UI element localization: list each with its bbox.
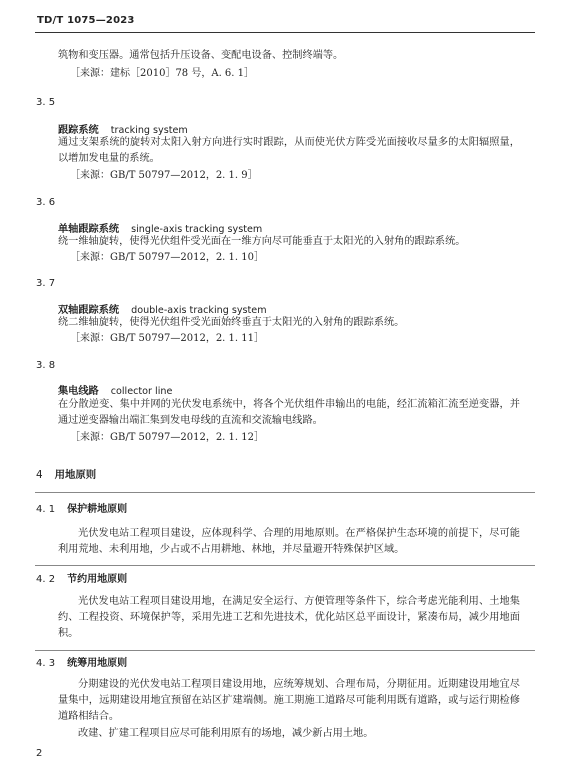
subsection-rule [35,650,535,651]
section-rule [35,492,535,493]
subsection-heading [36,570,127,585]
paragraph: 光伏发电站工程项目建设用地，在满足安全运行、方便管理等条件下，综合考虑光能利用、土地集约、工程投资、环境保护等，采用先进工艺和先进技术，优化站区总平面设计，紧凑布局，减少用地面积。 [58,596,520,639]
subsection-number: 4. 3 [36,658,56,669]
subsection-number: 4. 2 [36,574,56,585]
subsection-number: 4. 1 [36,504,56,515]
term-number: 3. 7 [36,278,56,289]
term-en: single-axis tracking system [131,224,263,235]
term-cn: 集电线路 [58,385,99,397]
term-cn: 双轴跟踪系统 [58,304,120,316]
term-definition: 在分散逆变、集中并网的光伏发电系统中，将各个光伏组件串输出的电能，经汇流箱汇流至逆变器，并通过逆变器输出端汇集到发电母线的直流和交流输电线路。 [58,399,520,426]
section-number: 4 [36,469,43,481]
term-definition: 通过支架系统的旋转对太阳入射方向进行实时跟踪，从而使光伏方阵受光面接收尽量多的太阳辐照量，以增加发电量的系统。 [58,137,520,164]
subsection-rule [35,565,535,566]
intro-source: ［来源：建标［2010］78 号，A. 6. 1］ [70,68,255,79]
subsection-title: 统筹用地原则 [67,658,128,669]
term-source: ［来源：GB/T 50797—2012，2. 1. 11］ [70,333,264,344]
term-en: collector line [110,386,173,397]
term-cn: 跟踪系统 [58,124,99,136]
subsection-title: 保护耕地原则 [67,504,128,515]
subsection-title: 节约用地原则 [67,574,128,585]
term-title [58,220,262,235]
term-title [58,301,267,316]
term-en: double-axis tracking system [131,305,267,316]
section-heading [36,466,96,481]
term-definition: 绕二维轴旋转，使得光伏组件受光面始终垂直于太阳光的入射角的跟踪系统。 [58,317,405,328]
paragraph: 改建、扩建工程项目应尽可能利用原有的场地，减少新占用土地。 [78,728,374,739]
paragraph: 分期建设的光伏发电站工程项目建设用地，应统筹规划、合理布局，分期征用。近期建设用地宜尽量集中，远期建设用地宜预留在站区扩建端侧。施工期施工道路尽可能利用既有道路，或与运行期检修道路相结合。 [58,679,520,722]
term-number: 3. 8 [36,360,56,371]
term-title [58,382,172,397]
term-en: tracking system [110,125,188,136]
paragraph: 光伏发电站工程项目建设，应体现科学、合理的用地原则。在严格保护生态环境的前提下，尽可能利用荒地、未利用地，少占或不占用耕地、林地，并尽量避开特殊保护区域。 [58,528,520,555]
term-definition: 绕一维轴旋转，使得光伏组件受光面在一维方向尽可能垂直于太阳光的入射角的跟踪系统。 [58,236,466,247]
term-number: 3. 5 [36,97,56,108]
term-title [58,121,188,136]
term-source: ［来源：GB/T 50797—2012，2. 1. 9］ [70,170,258,181]
term-source: ［来源：GB/T 50797—2012，2. 1. 12］ [70,432,264,443]
standard-code: TD/T 1075—2023 [37,15,135,26]
page-number: 2 [36,748,43,759]
section-title: 用地原则 [54,469,97,481]
term-cn: 单轴跟踪系统 [58,223,120,235]
header-rule [35,32,535,33]
term-number: 3. 6 [36,197,56,208]
term-source: ［来源：GB/T 50797—2012，2. 1. 10］ [70,252,264,263]
intro-text: 筑物和变压器。通常包括升压设备、变配电设备、控制终端等。 [58,50,344,61]
subsection-heading [36,654,127,669]
subsection-heading [36,500,127,515]
